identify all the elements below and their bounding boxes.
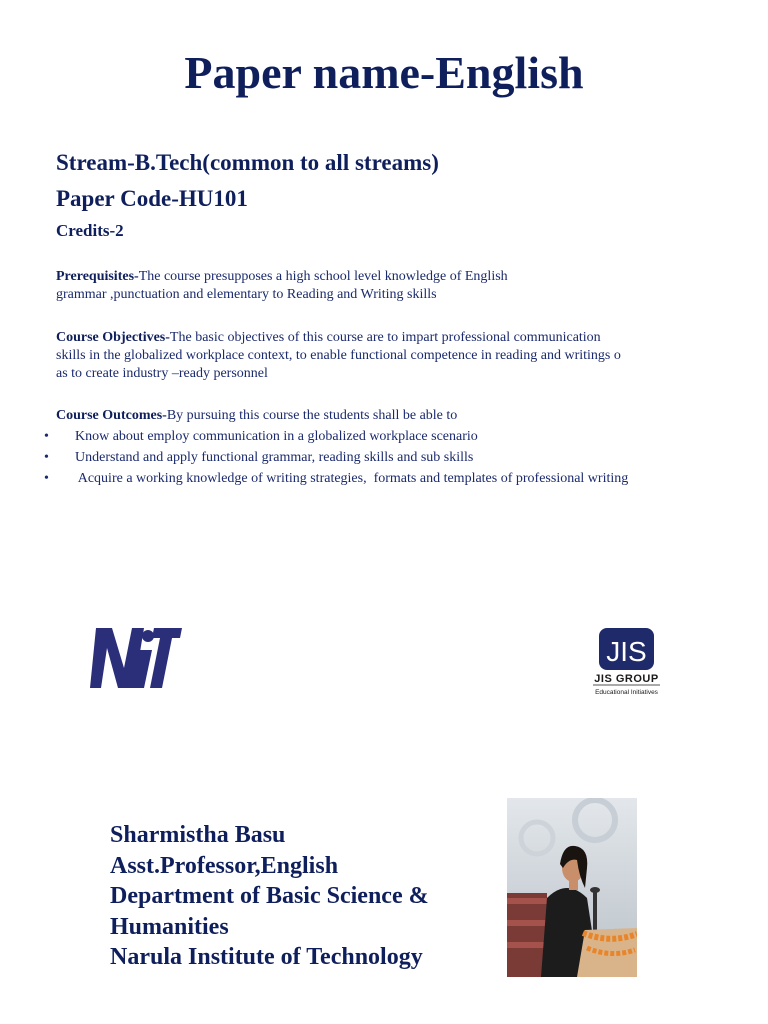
prerequisites-section: [56, 268, 676, 304]
bullet-icon: •: [44, 471, 49, 486]
list-item: [44, 468, 628, 489]
author-name: Sharmistha Basu: [110, 822, 286, 848]
outcome-text: Acquire a working knowledge of writing strategies, formats and templates of professional writing: [75, 471, 629, 486]
bullet-icon: •: [44, 450, 49, 465]
prerequisites-text-2: grammar ,punctuation and elementary to Reading and Writing skills: [56, 287, 437, 302]
jis-logo: [588, 626, 666, 698]
objectives-label: Course Objectives-: [56, 330, 170, 345]
prerequisites-label: Prerequisites-: [56, 269, 139, 284]
author-institute: Narula Institute of Technology: [110, 944, 423, 970]
list-item: [44, 447, 628, 468]
objectives-text-1: The basic objectives of this course are to impart professional communication: [169, 330, 601, 345]
author-designation: Asst.Professor,English: [110, 852, 339, 879]
author-department-1: Department of Basic Science &: [110, 883, 429, 909]
objectives-text-3: as to create industry –ready personnel: [56, 366, 268, 381]
author-department-2: Humanities: [110, 913, 229, 940]
objectives-text-2: skills in the globalized workplace context, to enable functional competence in reading and writings o: [56, 348, 621, 363]
stream-line: Stream-B.Tech(common to all streams): [56, 150, 439, 175]
author-photo: [507, 798, 637, 977]
outcome-text: Know about employ communication in a globalized workplace scenario: [75, 429, 478, 444]
page-title: Paper name-English: [184, 47, 584, 98]
outcomes-list: [44, 426, 628, 489]
author-block: [110, 820, 429, 973]
credits-line: Credits-2: [56, 221, 124, 240]
jis-group-text: JIS GROUP: [594, 673, 659, 685]
jis-tagline-text: Educational Initiatives: [595, 689, 658, 696]
outcomes-section: [56, 407, 676, 425]
jis-badge-text: JIS: [606, 636, 647, 667]
outcomes-intro: By pursuing this course the students shall be able to: [166, 408, 458, 423]
outcome-text: Understand and apply functional grammar, reading skills and sub skills: [75, 450, 474, 465]
course-meta: [56, 146, 439, 244]
objectives-section: [56, 329, 676, 383]
paper-code-line: Paper Code-HU101: [56, 186, 248, 211]
prerequisites-text-1: The course presupposes a high school level knowledge of English: [138, 269, 508, 284]
list-item: [44, 426, 628, 447]
bullet-icon: •: [44, 429, 49, 444]
outcomes-label: Course Outcomes-: [56, 408, 167, 423]
nit-logo: [88, 626, 182, 692]
